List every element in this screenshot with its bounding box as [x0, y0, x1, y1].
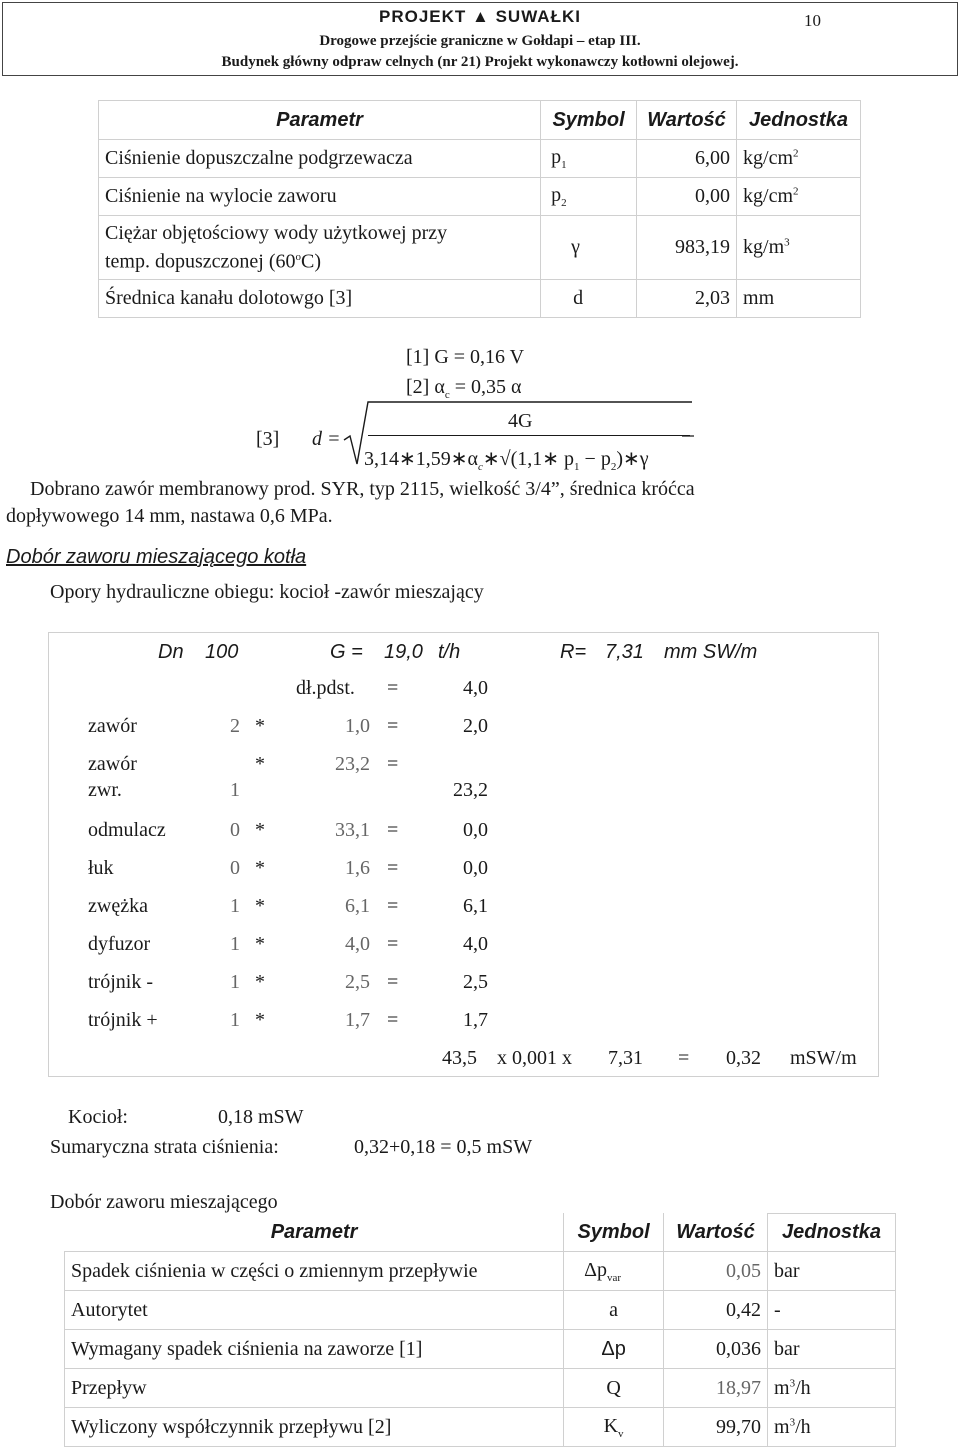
col-header-parametr: Parametr [65, 1214, 564, 1252]
element-coef: 23,2 [335, 753, 370, 775]
element-star: * [255, 971, 265, 993]
element-coef: 33,1 [335, 819, 370, 841]
element-coef: 1,6 [345, 857, 370, 879]
element-coef: 2,5 [345, 971, 370, 993]
table-row [99, 178, 861, 216]
unit-cell: $kg/cm^2$ [737, 178, 861, 216]
g-value: 19,0 [384, 641, 423, 663]
symbol-cell: $p_1$ [541, 140, 637, 178]
unit-cell: bar [768, 1252, 896, 1291]
element-star: * [255, 1009, 265, 1031]
formula-2: [2] $\alpha_c = 0,35$ α [406, 376, 522, 401]
element-star: * [255, 753, 265, 775]
element-count: 1 [230, 933, 240, 955]
fraction-bar [368, 435, 690, 436]
section-title: Dobór zaworu mieszającego kotła [6, 546, 307, 568]
col-header-symbol: Symbol [564, 1214, 664, 1252]
dl-eq: = [387, 677, 399, 699]
symbol-cell: Q [564, 1369, 664, 1408]
element-result: 4,0 [463, 933, 488, 955]
dl-label: dł.pdst. [296, 677, 355, 699]
value-cell: 2,03 [637, 280, 737, 318]
element-star: * [255, 819, 265, 841]
table-row [65, 1252, 896, 1291]
symbol-cell: $p_2$ [541, 178, 637, 216]
param-cell: Wymagany spadek ciśnienia na zaworze [1] [65, 1330, 564, 1369]
value-cell: 0,00 [637, 178, 737, 216]
total-unit: mSW/m [790, 1047, 857, 1069]
element-name: dyfuzor [88, 933, 151, 955]
element-name: odmulacz [88, 819, 166, 841]
element-name: zwężka [88, 895, 148, 917]
element-coef: 1,7 [345, 1009, 370, 1031]
unit-cell: $kg/cm^2$ [737, 140, 861, 178]
kociol-label: Kocioł: [68, 1106, 128, 1128]
r-unit: mm SW/m [664, 641, 758, 663]
param-cell: Ciśnienie na wylocie zaworu [99, 178, 541, 216]
total-r: 7,31 [608, 1047, 643, 1069]
page-number: 10 [804, 11, 821, 30]
param-cell: Ciężar objętościowy wody użytkowej przy temp. dopuszczonej (60$^o$C) [99, 216, 541, 280]
value-cell: 983,19 [637, 216, 737, 280]
element-count: 1 [230, 1009, 240, 1031]
document-header [2, 2, 958, 76]
element-coef: 4,0 [345, 933, 370, 955]
header-title-line1: Drogowe przejście graniczne w Gołdapi – etap III. [319, 33, 641, 49]
value-cell: 6,00 [637, 140, 737, 178]
col-header-jednostka: Jednostka [768, 1214, 896, 1252]
col-header-symbol: Symbol [541, 101, 637, 140]
unit-cell: mm [737, 280, 861, 318]
element-result: 1,7 [463, 1009, 488, 1031]
param-cell: Średnica kanału dolotowgo [3] [99, 280, 541, 318]
element-result: 0,0 [463, 819, 488, 841]
table-header-row [65, 1214, 896, 1252]
formula-3-lhs: d = [312, 428, 341, 450]
symbol-cell: γ [541, 216, 637, 280]
param-cell: Wyliczony współczynnik przepływu [2] [65, 1408, 564, 1447]
table-row [99, 140, 861, 178]
symbol-cell: $\Delta p_{var}$ [564, 1252, 664, 1291]
table2-title: Dobór zaworu mieszającego [50, 1191, 278, 1213]
formula-3-numerator: 4G [508, 410, 533, 432]
param-cell: Ciśnienie dopuszczalne podgrzewacza [99, 140, 541, 178]
element-coef: 1,0 [345, 715, 370, 737]
element-name: trójnik - [88, 971, 153, 993]
element-result: 2,0 [463, 715, 488, 737]
unit-cell: $kg/m^3$ [737, 216, 861, 280]
header-title-line2: Budynek główny odpraw celnych (nr 21) Projekt wykonawczy kotłowni olejowej. [221, 54, 739, 70]
unit-cell: $m^3/h$ [768, 1408, 896, 1447]
valve-selection-table [64, 1213, 896, 1447]
element-result: 2,5 [463, 971, 488, 993]
element-count: 1 [230, 779, 240, 801]
formula-3-denominator: $3,14∗1,59∗\alpha_c∗√(1,1∗$ $p_1$ − $p_2)∗\gamma$ [364, 448, 649, 473]
element-eq: = [387, 857, 399, 879]
g-label: G = [330, 641, 363, 663]
symbol-cell: a [564, 1291, 664, 1330]
element-eq: = [387, 895, 399, 917]
total-multiplier: x 0,001 x [497, 1047, 572, 1069]
col-header-wartosc: Wartość [637, 101, 737, 140]
element-eq: = [387, 819, 399, 841]
unit-cell: - [768, 1291, 896, 1330]
element-eq: = [387, 1009, 399, 1031]
selection-text-line1: Dobrano zawór membranowy prod. SYR, typ 2115, wielkość 3/4”, średnica króćca [30, 478, 695, 500]
g-unit: t/h [438, 641, 461, 663]
parameters-table [98, 100, 861, 318]
opory-subtitle: Opory hydrauliczne obiegu: kocioł -zawór mieszający [50, 581, 484, 603]
element-star: * [255, 715, 265, 737]
element-name: zawór [88, 715, 137, 737]
element-star: * [255, 933, 265, 955]
symbol-cell: d [541, 280, 637, 318]
value-cell: 18,97 [664, 1369, 768, 1408]
element-result: 23,2 [453, 779, 488, 801]
table-row [65, 1369, 896, 1408]
total-sum: 43,5 [442, 1047, 477, 1069]
total-result: 0,32 [726, 1047, 761, 1069]
element-name: zawór [88, 753, 137, 775]
r-value: 7,31 [605, 641, 644, 663]
col-header-jednostka: Jednostka [737, 101, 861, 140]
col-header-wartosc: Wartość [664, 1214, 768, 1252]
dn-label: Dn [158, 641, 184, 663]
element-coef: 6,1 [345, 895, 370, 917]
table-row [99, 216, 861, 280]
value-cell: 0,42 [664, 1291, 768, 1330]
element-count: 2 [230, 715, 240, 737]
sumaryczna-label: Sumaryczna strata ciśnienia: [50, 1136, 279, 1158]
element-star: * [255, 895, 265, 917]
element-eq: = [387, 933, 399, 955]
element-name-2: zwr. [88, 779, 122, 801]
element-count: 1 [230, 895, 240, 917]
param-cell: Spadek ciśnienia w części o zmiennym przepływie [65, 1252, 564, 1291]
element-result: 0,0 [463, 857, 488, 879]
r-label: R= [560, 641, 587, 663]
element-count: 0 [230, 857, 240, 879]
element-eq: = [387, 753, 399, 775]
total-eq: = [678, 1047, 690, 1069]
company-logo: PROJEKT ▲ SUWAŁKI [379, 7, 581, 26]
dl-value: 4,0 [463, 677, 488, 699]
symbol-cell: $K_v$ [564, 1408, 664, 1447]
table-row [99, 280, 861, 318]
unit-cell: bar [768, 1330, 896, 1369]
param-cell: Przepływ [65, 1369, 564, 1408]
symbol-cell: Δp [564, 1330, 664, 1369]
formula-3-label: [3] [256, 428, 280, 450]
kociol-value: 0,18 mSW [218, 1106, 304, 1128]
element-count: 0 [230, 819, 240, 841]
table-row [65, 1330, 896, 1369]
formula-1: [1] G = 0,16 V [406, 346, 525, 368]
element-star: * [255, 857, 265, 879]
element-result: 6,1 [463, 895, 488, 917]
element-eq: = [387, 715, 399, 737]
value-cell: 0,05 [664, 1252, 768, 1291]
table-header-row [99, 101, 861, 140]
col-header-parametr: Parametr [99, 101, 541, 140]
element-eq: = [387, 971, 399, 993]
dn-value: 100 [205, 641, 239, 663]
unit-cell: $m^3/h$ [768, 1369, 896, 1408]
selection-text-line2: dopływowego 14 mm, nastawa 0,6 MPa. [6, 505, 333, 527]
table-row [65, 1291, 896, 1330]
element-name: łuk [88, 857, 114, 879]
sumaryczna-value: 0,32+0,18 = 0,5 mSW [354, 1136, 533, 1158]
param-cell: Autorytet [65, 1291, 564, 1330]
value-cell: 99,70 [664, 1408, 768, 1447]
element-count: 1 [230, 971, 240, 993]
table-row [65, 1408, 896, 1447]
element-name: trójnik + [88, 1009, 158, 1031]
value-cell: 0,036 [664, 1330, 768, 1369]
